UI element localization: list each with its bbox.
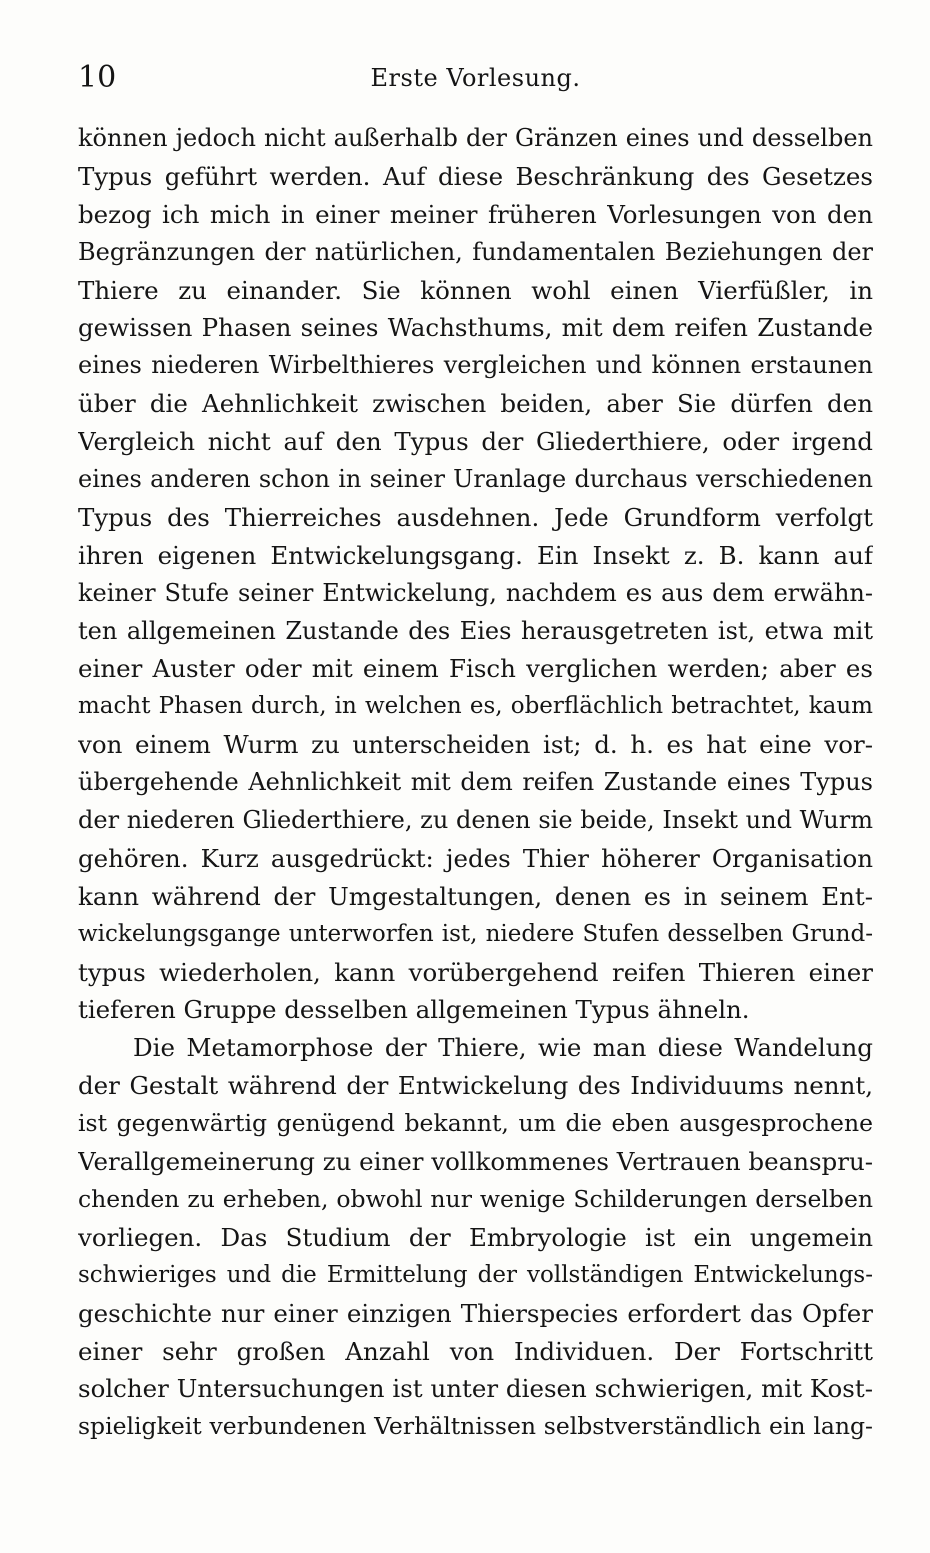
- text-line: über die Aehnlichkeit zwischen beiden, aber Sie dürfen den: [78, 389, 873, 419]
- text-line: ist gegenwärtig genügend bekannt, um die eben ausgesprochene: [78, 1109, 873, 1138]
- text-line: bezog ich mich in einer meiner früheren Vorlesungen von den: [78, 199, 873, 229]
- text-line: von einem Wurm zu unterscheiden ist; d. h. es hat eine vor-: [78, 730, 873, 760]
- text-line: Thiere zu einander. Sie können wohl einen Vierfüßler, in: [78, 275, 873, 305]
- text-line: eines niederen Wirbelthieres vergleichen und können erstaunen: [78, 351, 873, 380]
- text-line: typus wiederholen, kann vorübergehend reifen Thieren einer: [78, 957, 873, 987]
- text-line: ihren eigenen Entwickelungsgang. Ein Insekt z. B. kann auf: [78, 540, 873, 570]
- text-line: keiner Stufe seiner Entwickelung, nachdem es aus dem erwähn-: [78, 578, 873, 607]
- text-line: eines anderen schon in seiner Uranlage durchaus verschiedenen: [78, 465, 873, 494]
- page-header: [78, 58, 873, 98]
- text-line: schwieriges und die Ermittelung der vollständigen Entwickelungs-: [78, 1261, 873, 1288]
- text-line: spieligkeit verbundenen Verhältnissen selbstverständlich ein lang-: [78, 1412, 873, 1441]
- text-line: geschichte nur einer einzigen Thierspecies erfordert das Opfer: [78, 1298, 873, 1328]
- text-line: ten allgemeinen Zustande des Eies herausgetreten ist, etwa mit: [78, 616, 873, 645]
- paragraph-start-line: Die Metamorphose der Thiere, wie man diese Wandelung: [133, 1033, 873, 1063]
- text-line: macht Phasen durch, in welchen es, oberflächlich betrachtet, kaum: [78, 693, 873, 720]
- paragraph-end-line: tieferen Gruppe desselben allgemeinen Typus ähneln.: [78, 995, 750, 1025]
- text-line: gewissen Phasen seines Wachsthums, mit dem reifen Zustande: [78, 313, 873, 343]
- running-head: Erste Vorlesung.: [370, 64, 581, 92]
- text-line: können jedoch nicht außerhalb der Gränzen eines und desselben: [78, 124, 873, 152]
- text-line: einer sehr großen Anzahl von Individuen. Der Fortschritt: [78, 1336, 873, 1366]
- text-line: kann während der Umgestaltungen, denen es in seinem Ent-: [78, 881, 873, 911]
- page-number: 10: [78, 60, 117, 95]
- text-line: einer Auster oder mit einem Fisch verglichen werden; aber es: [78, 654, 873, 684]
- text-line: solcher Untersuchungen ist unter diesen schwierigen, mit Kost-: [78, 1374, 873, 1404]
- text-line: Verallgemeinerung zu einer vollkommenes Vertrauen beanspru-: [78, 1147, 873, 1177]
- text-line: Vergleich nicht auf den Typus der Gliederthiere, oder irgend: [78, 427, 873, 457]
- body-text: [78, 120, 873, 1446]
- text-line: Typus geführt werden. Auf diese Beschränkung des Gesetzes: [78, 161, 873, 191]
- text-line: der Gestalt während der Entwickelung des Individuums nennt,: [78, 1071, 873, 1101]
- text-line: übergehende Aehnlichkeit mit dem reifen Zustande eines Typus: [78, 768, 873, 797]
- text-line: gehören. Kurz ausgedrückt: jedes Thier höherer Organisation: [78, 843, 873, 873]
- text-line: Begränzungen der natürlichen, fundamentalen Beziehungen der: [78, 237, 873, 266]
- text-line: wickelungsgange unterworfen ist, niedere Stufen desselben Grund-: [78, 920, 873, 947]
- text-line: der niederen Gliederthiere, zu denen sie beide, Insekt und Wurm: [78, 806, 873, 835]
- text-line: Typus des Thierreiches ausdehnen. Jede Grundform verfolgt: [78, 502, 873, 532]
- text-line: vorliegen. Das Studium der Embryologie ist ein ungemein: [78, 1222, 873, 1252]
- text-line: chenden zu erheben, obwohl nur wenige Schilderungen derselben: [78, 1184, 873, 1213]
